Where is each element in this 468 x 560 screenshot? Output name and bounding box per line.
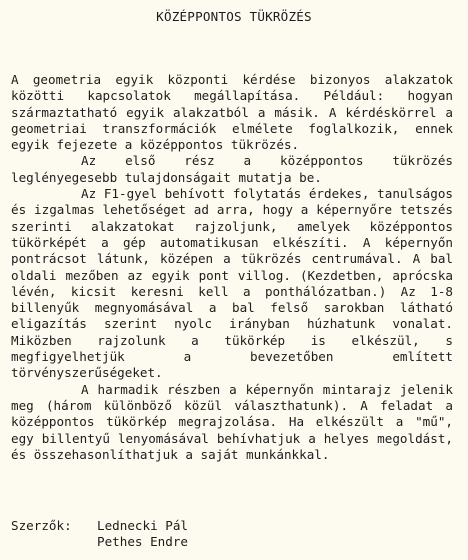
paragraph-part-two: Az F1-gyel behívott folytatás érdekes, tanulságos és izgalmas lehetőséget ad arra, hogy a képernyőre tetszés szerinti alakzatokat rajzoljunk, amelyek középpontos tükörképét a gép automatikusan elkészíti. A képernyőn pontrácsot látunk, középen a tükrözés centrumával. A bal oldali mezőben az egyik pont villog. (Kezdetben, aprócska lévén, kicsit keresni kell a ponthálózatban.) Az 1-8 billenyűk megnyomásával a bal felső sarokban látható eligazítás szerint nyolc irányban húzhatunk vonalat. Miközben rajzolunk a tükörkép is elkészül, s megfigyelhetjük a bevezetőben említett törvényszerűségeket. [11, 186, 453, 381]
page-title: KÖZÉPPONTOS TÜKRÖZÉS [156, 9, 312, 24]
author-row-1 [11, 518, 311, 534]
paragraph-part-three: A harmadik részben a képernyőn mintarajz jelenik meg (három különböző közül választhatunk). A feladat a középpontos tükörkép megrajzolása. Ha elkészült a "mű", egy billentyű lenyomásával behívhatjuk a helyes megoldást, és összehasonlíthatjuk a saját munkánkkal. [11, 381, 453, 462]
paragraph-intro: A geometria egyik központi kérdése bizonyos alakzatok közötti kapcsolatok megállapítása. Például: hogyan származtatható egyik alakzatból a másik. A kérdéskörrel a geometriai transzformációk elmélete foglalkozik, ennek egyik fejezete a középpontos tükrözés. [11, 72, 453, 153]
document-body [11, 72, 453, 463]
authors-label-spacer [11, 534, 97, 550]
authors-block [11, 518, 311, 551]
authors-label: Szerzők: [11, 518, 72, 533]
paragraph-part-one: Az első rész a középpontos tükrözés leglényegesebb tulajdonságait mutatja be. [11, 153, 453, 185]
author-name-2: Pethes Endre [97, 534, 188, 550]
author-name-1: Lednecki Pál [97, 518, 188, 533]
author-row-2 [11, 534, 311, 550]
